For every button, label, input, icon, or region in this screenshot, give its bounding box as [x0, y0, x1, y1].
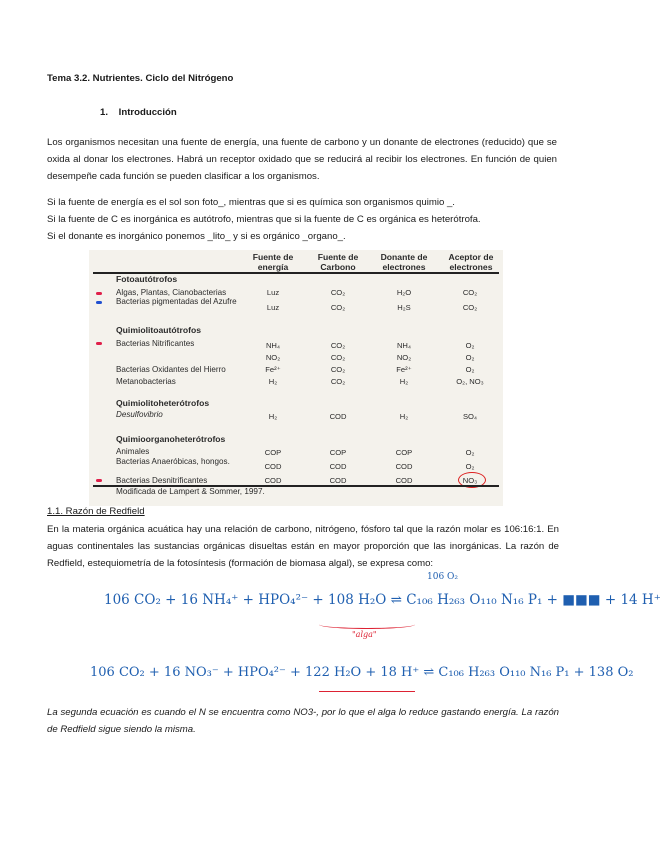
organism-label: Bacterias pigmentadas del Azufre: [116, 297, 237, 306]
table-cell: Fe²⁺: [396, 365, 412, 374]
group-title: Quimiolitoautótrofos: [116, 325, 201, 335]
intro-paragraph: Los organismos necesitan una fuente de energía, una fuente de carbono y un donante de electrones (reducido) que se oxida al donar los electrones. Habrá un receptor oxidado que se reducirá al recibir los electrones. En función de quien desempeñe cada función se pueden clasificar a los organismos.: [47, 137, 557, 182]
organism-label: Metanobacterias: [116, 377, 176, 386]
red-mark: [96, 479, 102, 482]
table-cell: H₂O: [396, 288, 412, 297]
equation-1: 106 CO₂ + 16 NH₄⁺ + HPO₄²⁻ + 108 H₂O ⇌ C₁₀₆ H₂₆₃ O₁₁₀ N₁₆ P₁ + ■■■ + 14 H⁺: [104, 592, 661, 608]
table-cell: CO₂: [330, 303, 346, 312]
table-cell: O₂: [465, 341, 475, 350]
underline-mark: [319, 688, 415, 692]
table-cell: COD: [264, 462, 282, 471]
organism-classification-table: [89, 250, 503, 506]
table-cell: CO₂: [330, 365, 346, 374]
table-cell: CO₂: [330, 377, 346, 386]
table-cell: O₂: [465, 448, 475, 457]
table-cell: CO₂: [330, 353, 346, 362]
column-header: Fuente de energía: [252, 252, 294, 272]
table-cell: Luz: [266, 303, 280, 312]
table-cell: CO₂: [330, 288, 346, 297]
column-header: Aceptor de electrones: [448, 252, 494, 272]
group-title: Quimioorganoheterótrofos: [116, 434, 226, 444]
group-title: Fotoautótrofos: [116, 274, 178, 284]
column-header: Fuente de Carbono: [317, 252, 359, 272]
table-cell: H₂: [399, 412, 409, 421]
organism-label: Bacterias Anaeróbicas, hongos.: [116, 457, 230, 466]
text-line: Si el donante es inorgánico ponemos _lito_ y si es orgánico _organo_.: [47, 231, 346, 242]
table-cell: H₂: [268, 377, 278, 386]
table-cell: O₂: [465, 462, 475, 471]
closing-paragraph: La segunda ecuación es cuando el N se encuentra como NO3-, por lo que el alga lo reduce gastando energía. La razón de Redfield sigue siendo la misma.: [47, 707, 559, 735]
text-line: Si la fuente de C es inorgánica es autótrofo, mientras que si la fuente de C es orgánica es heterótrofa.: [47, 214, 481, 225]
table-cell: H₂S: [397, 303, 411, 312]
table-cell: COD: [329, 412, 347, 421]
group-title: Quimiolitoheterótrofos: [116, 398, 210, 408]
table-cell: H₂: [268, 412, 278, 421]
organism-label: Animales: [116, 447, 150, 456]
alga-label: "alga": [352, 630, 377, 639]
table-cell: H₂: [399, 377, 409, 386]
section-heading: 1. Introducción: [100, 107, 177, 118]
table-cell: COD: [395, 476, 413, 485]
table-cell: NH₄: [265, 341, 281, 350]
table-cell: O₂: [465, 353, 475, 362]
table-cell: NO₂: [265, 353, 281, 362]
organism-label: Algas, Plantas, Cianobacterias: [116, 288, 227, 297]
table-cell: COP: [329, 448, 347, 457]
table-cell: COD: [329, 462, 347, 471]
equation-2: 106 CO₂ + 16 NO₃⁻ + HPO₄²⁻ + 122 H₂O + 18 H⁺ ⇌ C₁₀₆ H₂₆₃ O₁₁₀ N₁₆ P₁ + 138 O₂: [90, 665, 634, 680]
table-cell: COD: [329, 476, 347, 485]
table-cell: NH₄: [396, 341, 412, 350]
table-cell: O₂, NO₃: [456, 377, 484, 386]
table-cell: CO₂: [462, 288, 478, 297]
page-title: Tema 3.2. Nutrientes. Ciclo del Nitrógeno: [47, 73, 234, 84]
table-cell: Fe²⁺: [265, 365, 281, 374]
underline-brace: [319, 620, 415, 629]
subsection-heading: 1.1. Razón de Redfield: [47, 506, 145, 517]
red-mark: [96, 292, 102, 295]
organism-label: Desulfovibrio: [116, 410, 163, 419]
table-footnote: Modificada de Lampert & Sommer, 1997.: [116, 487, 265, 496]
table-cell: NO₃: [462, 476, 478, 485]
table-cell: COP: [395, 448, 413, 457]
red-mark: [96, 342, 102, 345]
table-cell: COD: [264, 476, 282, 485]
table-cell: CO₂: [330, 341, 346, 350]
text-line: Si la fuente de energía es el sol son foto_, mientras que si es química son organismos quimio _.: [47, 197, 455, 208]
blue-mark: [96, 301, 102, 304]
table-cell: CO₂: [462, 303, 478, 312]
table-cell: O₂: [465, 365, 475, 374]
table-cell: NO₂: [396, 353, 412, 362]
table-cell: COP: [264, 448, 282, 457]
redfield-paragraph: En la materia orgánica acuática hay una relación de carbono, nitrógeno, fósforo tal que la razón molar es 106:16:1. En aguas continentales las sustancias orgánicas disueltas están en mayor proporción que las inorgánicas. La razón de Redfield, estequiometría de la fotosíntesis (formación de biomasa algal), se expresa como:: [47, 524, 559, 569]
column-header: Donante de electrones: [380, 252, 428, 272]
table-cell: COD: [395, 462, 413, 471]
table-cell: Luz: [266, 288, 280, 297]
organism-label: Bacterias Nitrificantes: [116, 339, 195, 348]
table-cell: SO₄: [462, 412, 478, 421]
equation-annotation: 106 O₂: [427, 572, 459, 582]
organism-label: Bacterias Desnitrificantes: [116, 476, 208, 485]
organism-label: Bacterias Oxidantes del Hierro: [116, 365, 226, 374]
